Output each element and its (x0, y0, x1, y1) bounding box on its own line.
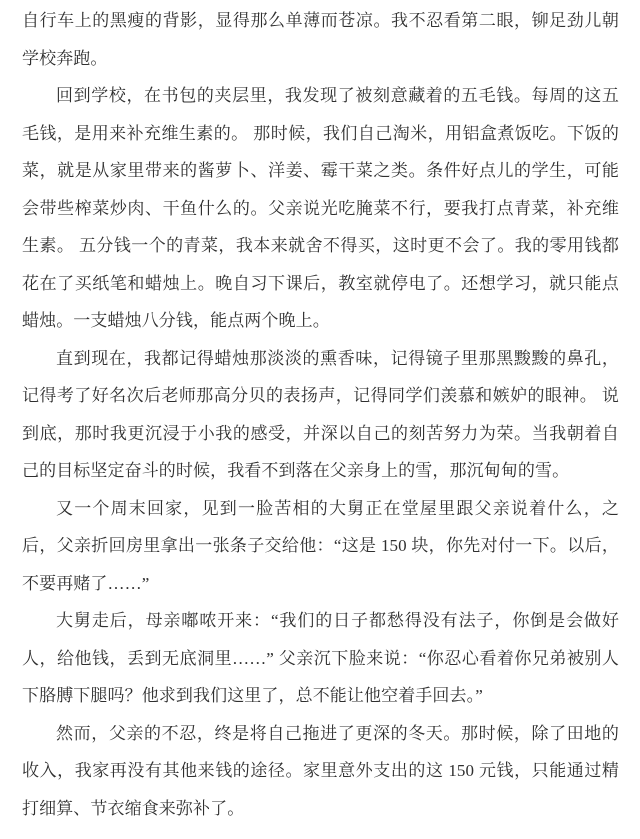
paragraph: 直到现在，我都记得蜡烛那淡淡的熏香味，记得镜子里那黑黢黢的鼻孔，记得考了好名次后老师那高分贝的表扬声，记得同学们羡慕和嫉妒的眼神。 说到底，那时我更沉浸于小我的感受，并深以自己的刻苦努力为荣。当我朝着自己的目标坚定奋斗的时候，我看不到落在父亲身上的雪，那沉甸甸的雪。 (22, 348, 619, 480)
paragraph: 又一个周末回家，见到一脸苦相的大舅正在堂屋里跟父亲说着什么，之后，父亲折回房里拿出一张条子交给他：“这是 150 块，你先对付一下。以后，不要再赌了……” (22, 498, 619, 593)
document-text (22, 2, 619, 827)
paragraph: 大舅走后，母亲嘟哝开来：“我们的日子都愁得没有法子，你倒是会做好人，给他钱，丢到无底洞里……” 父亲沉下脸来说：“你忍心看着你兄弟被别人下胳膊下腿吗？他求到我们这里了，总不能让他空着手回去。” (22, 611, 619, 705)
paragraph-continuation: 自行车上的黑瘦的背影，显得那么单薄而苍凉。我不忍看第二眼，铆足劲儿朝学校奔跑。 (22, 11, 619, 68)
paragraph: 然而，父亲的不忍，终是将自己拖进了更深的冬天。那时候，除了田地的收入，我家再没有其他来钱的途径。家里意外支出的这 150 元钱，只能通过精打细算、节衣缩食来弥补了。 (22, 723, 619, 818)
paragraph: 回到学校，在书包的夹层里，我发现了被刻意藏着的五毛钱。每周的这五毛钱，是用来补充维生素的。 那时候，我们自己淘米，用铝盒煮饭吃。下饭的菜，就是从家里带来的酱萝卜、洋姜、霉干菜之类。条件好点儿的学生，可能会带些榨菜炒肉、干鱼什么的。父亲说光吃腌菜不行，要我打点青菜，补充维生素。 五分钱一个的青菜，我本来就舍不得买，这时更不会了。我的零用钱都花在了买纸笔和蜡烛上。晚自习下课后，教室就停电了。还想学习，就只能点蜡烛。一支蜡烛八分钱，能点两个晚上。 (22, 86, 619, 330)
